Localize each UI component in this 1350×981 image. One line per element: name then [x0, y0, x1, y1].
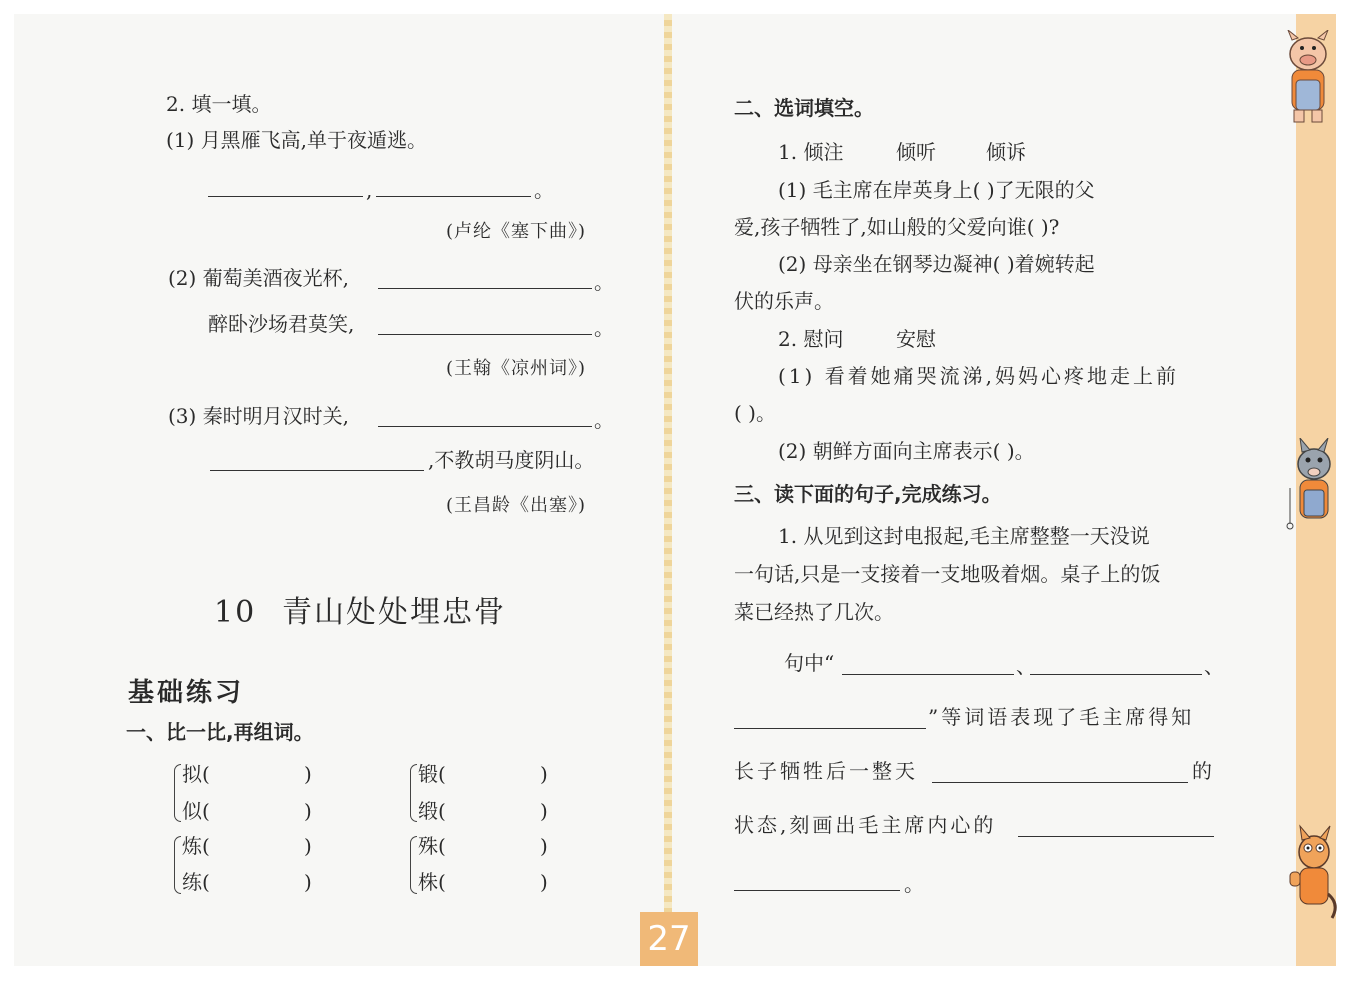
- fill-line-2-text: ”等词语表现了毛主席得知: [928, 705, 1195, 729]
- dunhao: 、: [1016, 654, 1036, 678]
- close-paren: ): [304, 799, 312, 823]
- poem-source-1: (卢纶《塞下曲》): [446, 221, 587, 242]
- answer-blank[interactable]: [842, 674, 1014, 675]
- period: 。: [534, 178, 554, 202]
- pair-1-char-a: 拟(: [182, 762, 210, 786]
- section-1-title: 一、比一比,再组词。: [126, 720, 314, 744]
- pair-4-char-a: 殊(: [418, 834, 446, 858]
- group-1-question-2-line1: (2) 母亲坐在钢琴边凝神( )着婉转起: [778, 252, 1095, 276]
- answer-blank[interactable]: [378, 334, 592, 335]
- passage-line-2: 一句话,只是一支接着一支地吸着烟。桌子上的饭: [734, 562, 1161, 586]
- answer-blank[interactable]: [734, 890, 900, 891]
- answer-blank[interactable]: [932, 782, 1188, 783]
- word-group-1-word-3: 倾诉: [986, 140, 1026, 164]
- poem-question-3-line2: ,不教胡马度阴山。: [428, 448, 595, 472]
- dunhao: 、: [1204, 654, 1224, 678]
- poem-source-2: (王翰《凉州词》): [446, 358, 587, 379]
- book-spine: [664, 14, 672, 966]
- fill-line-1-start: 句中“: [784, 651, 835, 675]
- word-group-1-word-2: 倾听: [896, 140, 936, 164]
- close-paren: ): [304, 834, 312, 858]
- word-group-2-word-2: 安慰: [896, 327, 936, 351]
- section-2-title: 二、选词填空。: [734, 96, 874, 120]
- period: 。: [904, 872, 924, 896]
- fill-in-title: 2. 填一填。: [166, 92, 272, 116]
- period: 。: [594, 408, 614, 432]
- basic-practice-heading: 基础练习: [128, 678, 245, 708]
- brace: [410, 836, 417, 894]
- period: 。: [594, 270, 614, 294]
- page-number: 27: [640, 912, 698, 966]
- wolf-cartoon-icon: [1280, 438, 1340, 538]
- answer-blank[interactable]: [376, 196, 531, 197]
- poem-source-3: (王昌龄《出塞》): [446, 495, 587, 516]
- word-group-1-word-1: 1. 倾注: [778, 140, 844, 164]
- group-2-question-2: (2) 朝鲜方面向主席表示( )。: [778, 439, 1035, 463]
- pair-2-char-b: 练(: [182, 870, 210, 894]
- group-2-question-1-line2: ( )。: [734, 401, 776, 425]
- group-1-question-1-line2: 爱,孩子牺牲了,如山般的父爱向谁( )?: [734, 215, 1060, 239]
- close-paren: ): [540, 762, 548, 786]
- close-paren: ): [540, 834, 548, 858]
- group-1-question-2-line2: 伏的乐声。: [734, 289, 834, 313]
- brace: [410, 764, 417, 822]
- poem-question-2-line1: (2) 葡萄美酒夜光杯,: [168, 266, 350, 290]
- answer-blank[interactable]: [734, 728, 926, 729]
- answer-blank[interactable]: [378, 426, 592, 427]
- passage-line-1: 1. 从见到这封电报起,毛主席整整一天没说: [778, 524, 1150, 548]
- group-1-question-1-line1: (1) 毛主席在岸英身上( )了无限的父: [778, 178, 1095, 202]
- brace: [174, 764, 181, 822]
- section-3-title: 三、读下面的句子,完成练习。: [734, 482, 1002, 506]
- pair-3-char-a: 锻(: [418, 762, 446, 786]
- answer-blank[interactable]: [210, 470, 424, 471]
- word-group-2-word-1: 2. 慰问: [778, 327, 844, 351]
- left-page: [14, 14, 664, 966]
- poem-question-3-line1: (3) 秦时明月汉时关,: [168, 404, 350, 428]
- close-paren: ): [540, 870, 548, 894]
- passage-line-3: 菜已经热了几次。: [734, 600, 894, 624]
- pair-2-char-a: 炼(: [182, 834, 210, 858]
- comma: ,: [366, 178, 373, 202]
- poem-question-1: (1) 月黑雁飞高,单于夜遁逃。: [166, 128, 428, 152]
- fill-line-4-text: 状态,刻画出毛主席内心的: [734, 813, 997, 837]
- close-paren: ): [304, 762, 312, 786]
- period: 。: [594, 316, 614, 340]
- fill-line-3-text: 长子牺牲后一整天: [734, 759, 918, 783]
- pig-cartoon-icon: [1278, 30, 1340, 126]
- answer-blank[interactable]: [1030, 674, 1202, 675]
- fill-line-3-end: 的: [1192, 759, 1212, 783]
- lesson-number: 10: [214, 595, 257, 630]
- pair-3-char-b: 缎(: [418, 799, 446, 823]
- answer-blank[interactable]: [378, 288, 592, 289]
- close-paren: ): [540, 799, 548, 823]
- group-2-question-1-line1: (1) 看着她痛哭流涕,妈妈心疼地走上前: [778, 364, 1180, 388]
- fox-cartoon-icon: [1282, 824, 1340, 924]
- pair-1-char-b: 似(: [182, 799, 210, 823]
- poem-question-2-line2: 醉卧沙场君莫笑,: [208, 312, 355, 336]
- answer-blank[interactable]: [208, 196, 363, 197]
- brace: [174, 836, 181, 894]
- lesson-title: 青山处处埋忠骨: [282, 595, 506, 630]
- close-paren: ): [304, 870, 312, 894]
- pair-4-char-b: 株(: [418, 870, 446, 894]
- answer-blank[interactable]: [1018, 836, 1214, 837]
